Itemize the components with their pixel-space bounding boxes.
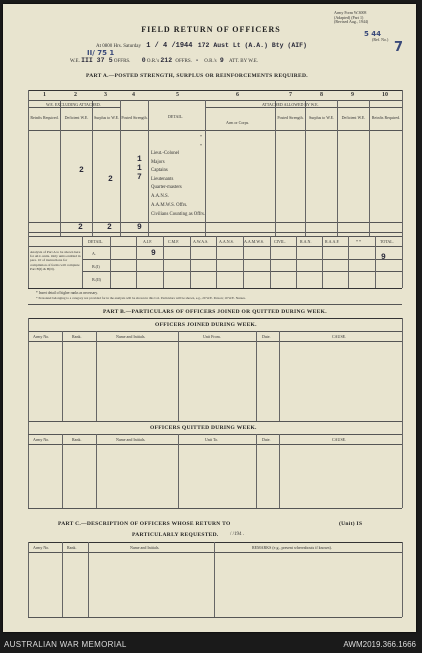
analysis-col: C.M.F. [168,239,180,244]
we-label: W.E. [70,59,80,64]
part-c-col: REMARKS (e.g., present whereabouts if known). [252,545,332,550]
joined-col: Date. [262,334,271,339]
quitted-col: Name and Initials. [116,437,146,442]
column-number-row [28,92,402,100]
joined-col: CAUSE. [332,334,347,339]
joined-col: Rank. [72,334,82,339]
analysis-total-value: 9 [381,253,386,262]
header-surplus-att: Surplus to W.E. [308,115,335,120]
analysis-row-b1: B.(I) [92,264,100,269]
att-ors-label: O.R.'s [204,59,217,64]
form-title: FIELD RETURN OF OFFICERS [141,25,281,34]
part-b-heading: PART B.—PARTICULARS OF OFFICERS JOINED OR QUITTED DURING WEEK. [103,309,327,315]
group-we-header: W.E. EXCLUDING ATTACHED. [46,102,101,107]
joined-col: Army No. [33,334,50,339]
col-number: 9 [351,92,354,98]
asterisk-mark: * [200,134,202,139]
quitted-title: OFFICERS QUITTED DURING WEEK. [150,425,257,431]
we-ors-value: 0 [141,57,146,64]
rank-label: Captains [151,168,168,174]
col-number: 4 [132,92,135,98]
header-detail: DETAIL. [168,114,184,119]
form-ref-line2: (Adapted) (Part 1) [334,14,364,20]
analysis-col: R.A.A.F. [325,239,340,244]
part-c-heading: PART C.—DESCRIPTION OF OFFICERS WHOSE RETURN TO [58,521,231,527]
date-line [96,42,307,50]
col-number: 6 [236,92,239,98]
total-posted: 9 [137,223,142,232]
header-deficient-att: Deficient W.E. [341,115,366,120]
rank-label: A.A.M.W.S. Offrs. [151,202,188,208]
analysis-aif-value: 9 [151,249,156,258]
quitted-col: CAUSE. [332,437,347,442]
group-attached-header: ATTACHED ALLOWED BY W.E. [262,102,319,107]
col-number: 3 [104,92,107,98]
analysis-col: CIVIL. [274,239,286,244]
rank-list [151,150,205,217]
deficient-lieutenants: 2 [79,166,84,175]
quitted-col: Army No. [33,437,50,442]
return-date: 1 / 4 /1944 [146,42,193,50]
analysis-col: R.A.N. [300,239,312,244]
quitted-col: Unit To. [205,437,219,442]
rank-label: Lieutenants [151,176,174,182]
rank-label: Lieut.-Colonel [151,151,180,156]
quitted-col: Date. [262,437,271,442]
we-reference-hand: II/ 75 1 [87,49,115,57]
col-number: 2 [74,92,77,98]
rank-label: A.A.N.S. [151,193,169,199]
part-a-heading: PART A.—POSTED STRENGTH, SURPLUS OR REINFORCEMENTS REQUIRED. [86,73,308,79]
header-arm-corps: Arm or Corps. [226,120,250,125]
we-number: III 37 [81,57,105,64]
analysis-note: Analysis of Part A to be shown here for ALL units. Only units entitled in para. 10 of instructions for compilation of forms will complete Part B(I) & B(II). [30,250,81,271]
analysis-col: A.I.F. [143,239,153,244]
corner-mark-hand: 7 [394,40,404,55]
posted-majors: 1 [137,155,142,164]
att-by-we-label: ATT. BY W.E. [229,59,259,64]
total-deficient: 2 [78,223,83,232]
form-ref-line3: (Revised Aug., 1944) [334,19,369,24]
analysis-col: * * [356,239,361,244]
date-line-label: At 0800 Hrs. Saturday [96,44,141,49]
rank-label: Majors [151,159,165,165]
we-offrs-label: OFFRS. [113,59,131,64]
header-posted-strength-att: Posted Strength. [277,115,304,120]
archive-name: AUSTRALIAN WAR MEMORIAL [4,640,127,649]
form-ref-line1: Army Form W.3008 [334,10,367,15]
att-offrs-label: OFFRS. [175,59,192,64]
unit-name: 172 Aust Lt (A.A.) Bty (AIF) [197,42,307,49]
joined-col: Name and Initials. [116,334,146,339]
we-ors-number: 212 [160,57,173,64]
col-number: 7 [289,92,292,98]
analysis-detail-label: DETAIL. [88,239,104,244]
total-surplus: 2 [107,223,112,232]
rank-label: Quarter-masters [151,185,182,191]
quitted-col: Rank. [72,437,82,442]
we-ors-label: O.R.'s [146,59,160,64]
analysis-col: A.W.A.S. [193,239,209,244]
col-number: 1 [43,92,46,98]
col-number: 10 [382,92,388,98]
analysis-col: TOTAL. [380,239,394,244]
att-offrs-value: - [195,57,200,64]
analysis-row-a: A. [92,251,96,256]
archive-accession-number: AWM2019.366.1666 [343,640,416,649]
note-categories: * Personnel belonging to a category not provided for in the analysis will be shown in this Col. Particulars will be shown, e.g., 20 W.E. Person; 10 W.E. Nurses. [36,296,246,300]
header-reinf-required: Reinfts Required. [30,115,59,120]
header-deficient: Deficient W.E. [64,115,89,120]
ref-number-label: (Ref. No.) [372,37,389,42]
part-c-unit-label: (Unit) IS [339,521,363,527]
we-offrs-value: 5 [108,57,113,64]
analysis-col: A.A.N.S. [219,239,234,244]
col-number: 5 [176,92,179,98]
part-c-requested: PARTICULARLY REQUESTED. [132,532,219,538]
part-c-col: Name and Initials. [130,545,160,550]
ref-number-hand: 5 44 [364,30,382,38]
header-surplus: Surplus to W.E. [93,115,120,120]
form-reference [334,11,368,25]
note-higher-ranks: * Insert detail of higher ranks as necessary. [36,291,98,295]
asterisk-mark: * [200,143,202,148]
col-number: 8 [320,92,323,98]
part-c-col: Rank. [67,545,77,550]
att-ors-value: 9 [219,57,224,64]
header-posted-strength: Posted Strength. [121,115,148,120]
posted-lieutenants: 7 [137,173,142,182]
surplus-lieutenants: 2 [108,175,113,184]
analysis-col: A.A.M.W.S. [244,239,264,244]
rank-label: Civilians Counting as Offrs. [151,212,206,218]
posted-captains: 1 [137,164,142,173]
header-reinf-required-att: Reinfts Required. [371,115,401,120]
joined-col: Unit From. [203,334,221,339]
joined-title: OFFICERS JOINED DURING WEEK. [155,322,257,328]
part-c-date: / /194 . [230,532,245,537]
we-line [70,57,258,64]
analysis-row-b2: B.(II) [92,277,101,282]
part-c-col: Army No. [33,545,50,550]
